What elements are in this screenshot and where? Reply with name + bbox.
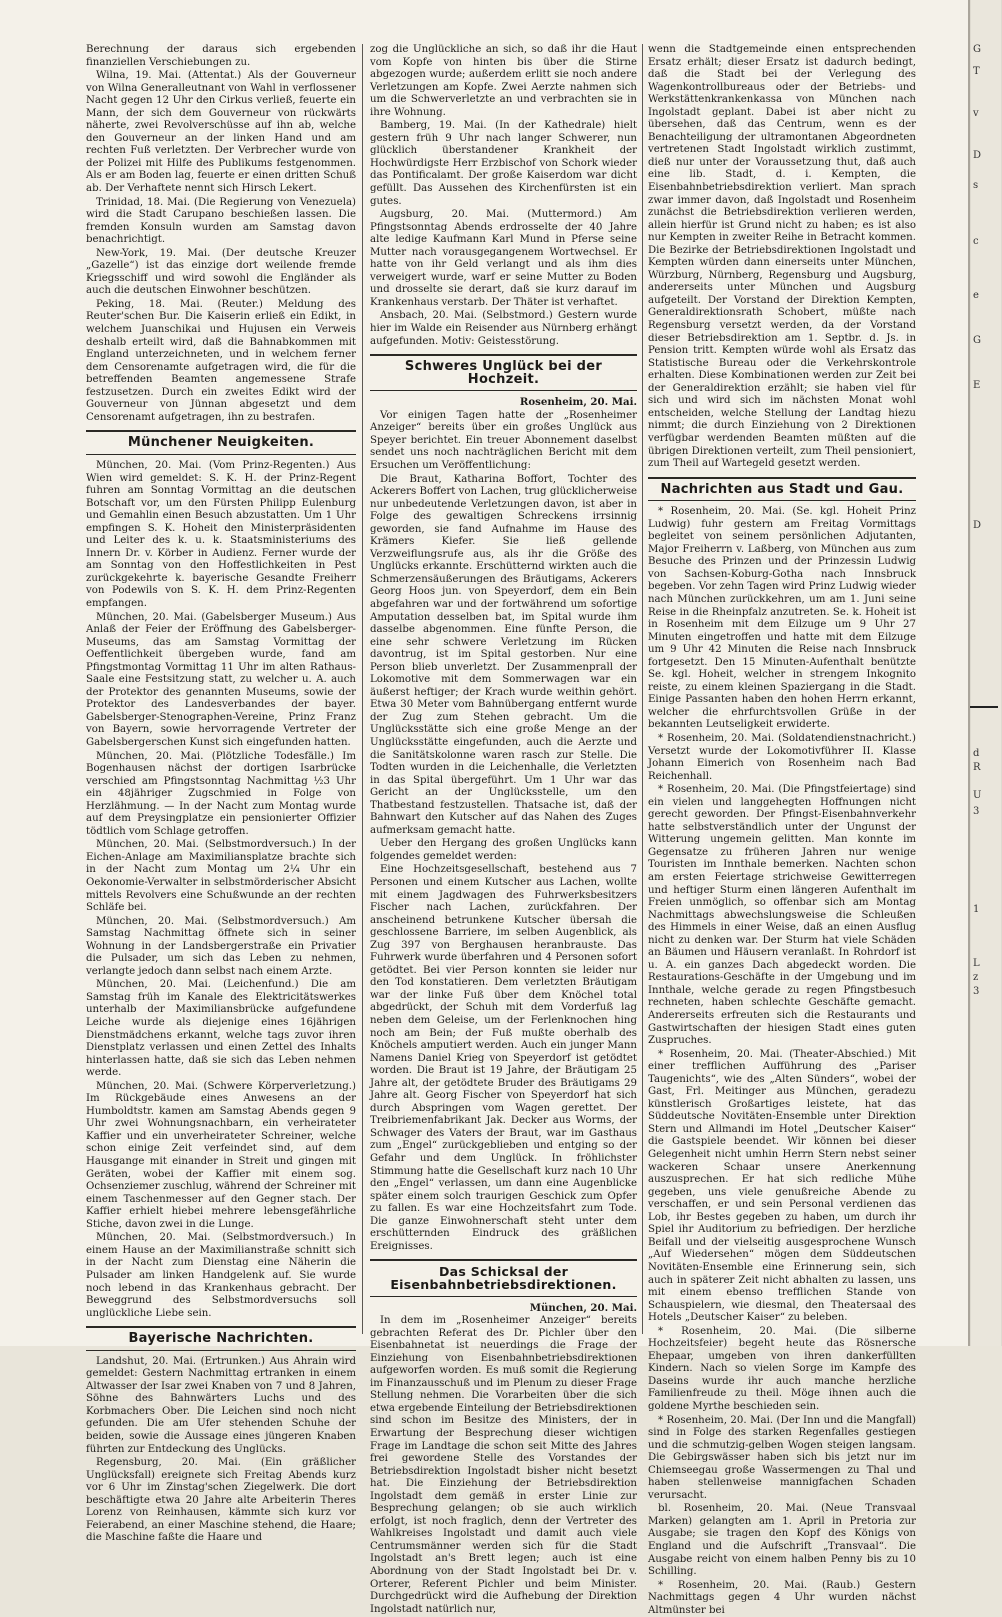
- article-text: * Rosenheim, 20. Mai. (Der Inn und die Mangfall) sind in Folge des starken Regenfalles gestiegen und die schmutzig-gelben Wogen steigen langsam. Die Gebirgswässer haben sich bis jetzt nur im Chiemseegau große Wassermengen zu Thal und haben stellenweise mannigfachen Schaden verursacht.: [648, 1414, 916, 1501]
- article-text: * Rosenheim, 20. Mai. (Die Pfingstfeiertage) sind ein vielen und langgehegten Hoffnungen nicht gerecht geworden. Der Pfingst-Eisenbahnverkehr hatte selbstverständlich unter der Ungunst der Witterung ungemein gelitten. Man konnte im Gegensatze zu früheren Jahren nur wenige Touristen im Innthale bemerken. Nachten schon am ersten Feiertage strichweise Gewitterregen und heftiger Sturm einen längeren Aufenthalt im Freien unmöglich, so offenbar sich am Montag Nachmittags abwechslungsweise die Schleußen des Himmels in einer Weise, daß an einen Ausflug nicht zu denken war. Der Sturm hat viele Schäden an Bäumen und Häusern veranlaßt. In Rohrdorf ist u. A. ein ganzes Dach abgedeckt worden. Die Restaurations-Geschäfte in der Umgebung und im Innthale, welche gerade zu regen Pfingstbesuch rechneten, haben schlechte Geschäfte gemacht. Andererseits erfreuten sich die Restaurants und Gastwirtschaften der hiesigen Stadt eines guten Zuspruches.: [648, 784, 916, 1047]
- article-text: New-York, 19. Mai. (Der deutsche Kreuzer „Gazelle“) ist das einzige dort weilende fremde Kriegsschiff und wird sowohl die Engländer als auch die deutschen Einwohner beschützen.: [86, 247, 356, 297]
- edge-letter: z: [973, 972, 979, 983]
- article-text: München, 20. Mai. (Gabelsberger Museum.) Aus Anlaß der Feier der Eröffnung des Gabelsberger-Museums, das am Samstag Vormittag der Oeffentlichkeit übergeben wurde, fand am Pfingstmontag Vormittag 11 Uhr im alten Rathaus-Saale eine Festsitzung statt, zu welcher u. A. auch der Protektor des genannten Museums, sowie der Protektor des Landesverbandes der bayer. Gabelsberger-Stenographen-Vereine, Prinz Franz von Bayern, sowie hervorragende Vertreter der Gabelsbergerschen Kunst sich eingefunden hatten.: [86, 611, 356, 748]
- article-text: München, 20. Mai. (Leichenfund.) Die am Samstag früh im Kanale des Elektricitätswerkes unterhalb der Maximiliansbrücke aufgefundene Leiche wurde als diejenige eines 16jährigen Dienstmädchens erkannt, welche tags zuvor ihren Dienstplatz verlassen und einen Zettel des Inhalts hinterlassen hatte, daß sie sich das Leben nehmen werde.: [86, 979, 356, 1079]
- column-1: [86, 44, 356, 1544]
- edge-letter: c: [973, 236, 979, 247]
- column-divider: [642, 44, 643, 1334]
- section-heading: Nachrichten aus Stadt und Gau.: [648, 477, 916, 502]
- column-2: [370, 44, 637, 1615]
- article-text: Trinidad, 18. Mai. (Die Regierung von Venezuela) wird die Stadt Carupano beschießen lassen. Die fremden Konsuln wurden am Samstag davon benachrichtigt.: [86, 196, 356, 246]
- article-text: * Rosenheim, 20. Mai. (Soldatendienstnachricht.) Versetzt wurde der Lokomotivführer II. Klasse Johann Eimerich von Rosenheim nach Bad Reichenhall.: [648, 732, 916, 782]
- column-3: [648, 44, 916, 1616]
- article-text: * Rosenheim, 20. Mai. (Theater-Abschied.) Mit einer trefflichen Aufführung des „Pariser Taugenichts“, wie des „Alten Sünders“, wobei der Gast, Frl. Meitinger aus München, geradezu künstlerisch Großartiges leistete, hat das Süddeutsche Novitäten-Ensemble unter Direktion Stern und Allmandi im Hotel „Deutscher Kaiser“ die Gastspiele beendet. Wir können bei dieser Gelegenheit nicht umhin Herrn Stern nebst seiner wackeren Schaar unsere Anerkennung auszusprechen. Er hat sich redliche Mühe gegeben, uns viele genußreiche Abende zu verschaffen, er und sein Personal verdienen das Lob, ihr Bestes gegeben zu haben, um durch ihr Spiel ihr Auditorium zu befriedigen. Der herzliche Beifall und der vielseitig ausgesprochene Wunsch „Auf Wiedersehen“ mögen dem Süddeutschen Novitäten-Ensemble eine Erinnerung sein, sich auch in späterer Zeit nicht abhalten zu lassen, uns mit einem ebenso trefflichen Stande von Schauspielern, wie diesmal, den Theatersaal des Hotels „Deutscher Kaiser“ zu beleben.: [648, 1048, 916, 1324]
- article-text: Bamberg, 19. Mai. (In der Kathedrale) hielt gestern früh 9 Uhr nach langer Schwerer, nun glücklich überstandener Krankheit der Hochwürdigste Herr Erzbischof von Schork wieder das Pontificalamt. Der große Kaiserdom war dicht gefüllt. Das Aussehen des Kirchenfürsten ist ein gutes.: [370, 120, 637, 207]
- edge-letter: d: [973, 748, 980, 759]
- article-text: bl. Rosenheim, 20. Mai. (Neue Transvaal Marken) gelangten am 1. April in Pretoria zur Ausgabe; sie tragen den Kopf des Königs von England und die Aufschrift „Transvaal“. Die Ausgabe reicht von einem halben Penny bis zu 10 Schilling.: [648, 1503, 916, 1578]
- adjacent-page-edge: [968, 0, 1002, 1346]
- section-heading: Das Schicksal der Eisenbahnbetriebsdirektionen.: [370, 1259, 637, 1296]
- edge-letter: U: [973, 790, 982, 801]
- edge-letter: G: [973, 44, 981, 55]
- section-heading: Bayerische Nachrichten.: [86, 1326, 356, 1351]
- dateline: Rosenheim, 20. Mai.: [519, 396, 637, 409]
- article-text: wenn die Stadtgemeinde einen entsprechenden Ersatz erhält; dieser Ersatz ist dadurch bedingt, daß die Stadt bei der Verlegung des Wagenkontrollbureaus oder der Betriebs- und Werkstättenkrankenkassa von München nach Ingolstadt geplant. Dabei ist aber nicht zu übersehen, daß das Centrum, wenn es der Benachteiligung der ultramontanen Abgeordneten vertretenen Stadt Ingolstadt wirklich zustimmt, dieß nur unter der Voraussetzung thut, daß auch eine lib. Stadt, d. i. Kempten, die Eisenbahnbetriebsdirektion verliert. Man sprach zwar immer davon, daß Ingolstadt und Rosenheim zunächst die Betriebsdirektion verlieren werden, allein hierfür ist Grund nicht zu haben; es ist also nur Kempten in zweiter Reihe in Betracht kommen. Die Bezirke der Betriebsdirektionen Ingolstadt und Kempten würden dann einerseits unter München, Würzburg, Nürnberg, Regensburg und Augsburg, andererseits unter München und Augsburg aufgeteilt. Der Vorstand der Direktion Kempten, Generaldirektionsrath Schobert, müßte nach Regensburg versetzt werden, da der Vorstand dieser Betriebsdirektion am 1. Septbr. d. Js. in Pension tritt. Kempten würde wohl als Ersatz das Statistische Bureau oder die Verkehrskontrole erhalten. Diese Kombinationen werden zur Zeit bei der Generaldirektion erzählt; sie haben viel für sich und wird sich im nächsten Monat wohl entscheiden, welche Stellung der Landtag hiezu nimmt; die durch Einziehung von 2 Direktionen verfügbar werdenden Beamten müßten auf die übrigen Direktionen verteilt, zum Theil pensioniert, zum Theil auf Wartegeld gesetzt werden.: [648, 44, 916, 470]
- article-text: zog die Unglückliche an sich, so daß ihr die Haut vom Kopfe von hinten bis über die Stirne abgezogen wurde; außerdem erlitt sie noch andere Verletzungen am Kopfe. Zwei Aerzte nahmen sich um die Schwerverletzte an und verbrachten sie in ihre Wohnung.: [370, 44, 637, 118]
- article-text: Eine Hochzeitsgesellschaft, bestehend aus 7 Personen und einem Kutscher aus Lachen, wollte mit einem Jagdwagen des Fuhrwerksbesitzers Fischer nach Lachen, zurückfahren. Der anscheinend betrunkene Kutscher übersah die geschlossene Barriere, im selben Augenblick, als Zug 397 von Berghausen heranbrauste. Das Fuhrwerk wurde überfahren und 4 Personen sofort getödtet. Bei vier Person konnten sie leider nur den Tod konstatieren. Dem verletzten Bräutigam war der linke Fuß über dem Knöchel total abgedrückt, der Schuh mit dem Vorderfuß lag neben dem Geleise, um der Ferlenknochen hing noch am Bein; der Fuß mußte oberhalb des Knöchels amputiert werden. Auch ein junger Mann Namens Daniel Krieg von Speyerdorf ist getödtet worden. Die Braut ist 19 Jahre, der Bräutigam 25 Jahre alt, der getödtete Bruder des Bräutigams 29 Jahre alt. Georg Fischer von Speyerdorf hat sich durch Abspringen vom Wagen gerettet. Der Treibriemenfabrikant Jak. Decker aus Worms, der Schwager des Vaters der Braut, war im Gasthaus zum „Engel“ zurückgeblieben und entging so der Gefahr und dem Unglück. In fröhlichster Stimmung hatte die Gesellschaft kurz nach 10 Uhr den „Engel“ verlassen, um dann eine Augenblicke später einem solch traurigen Geschick zum Opfer zu fallen. Es war eine Hochzeitsfahrt zum Tode. Die ganze Einwohnerschaft steht unter dem erschütternden Eindruck des gräßlichen Ereignisses.: [370, 864, 637, 1252]
- article-text: * Rosenheim, 20. Mai. (Se. kgl. Hoheit Prinz Ludwig) fuhr gestern am Freitag Vormittags begleitet von seinem persönlichen Adjutanten, Major Freiherrn v. Laßberg, von München aus zum Besuche des Prinzen und der Prinzessin Ludwig von Sachsen-Koburg-Gotha nach Innsbruck begeben. Vor zehn Tagen wird Prinz Ludwig wieder nach München zurückkehren, um am 1. Juni seine Reise in die Rheinpfalz anzutreten. Se. k. Hoheit ist in Rosenheim mit dem Eilzuge um 9 Uhr 27 Minuten eingetroffen und hatte mit dem Eilzuge um 9 Uhr 42 Minuten die Reise nach Innsbruck fortgesetzt. Den 15 Minuten-Aufenthalt benützte Se. kgl. Hoheit, welcher in strengem Inkognito reiste, zu einem kleinen Spaziergang in die Stadt. Einige Passanten haben den hohen Herrn erkannt, welcher die ehrfurchtsvollen Grüße in der bekannten Leutseligkeit erwiderte.: [648, 506, 916, 731]
- article-text: In dem im „Rosenheimer Anzeiger“ bereits gebrachten Referat des Dr. Pichler über den Eisenbahnetat ist neuerdings die Frage der Einziehung von Eisenbahnbetriebsdirektionen aufgeworfen worden. Es muß somit die Regierung im Finanzausschuß und im Plenum zu dieser Frage Stellung nehmen. Die Vorarbeiten über die sich etwa ergebende Einteilung der Betriebsdirektionen sind schon im Besitze des Ministers, der in Erwartung der Besprechung dieser wichtigen Frage im Landtage die schon seit Mitte des Jahres frei gewordene Stelle des Vorstandes der Betriebsdirektion Ingolstadt bisher nicht besetzt hat. Die Einziehung der Betriebsdirektion Ingolstadt dem gemäß in erster Linie zur Besprechung gelangen; ob sie auch wirklich erfolgt, ist noch fraglich, denn der Vertreter des Wahlkreises Ingolstadt und damit auch viele Centrumsmänner werden sich für die Stadt Ingolstadt an's Brett legen; auch ist eine Abordnung von der Stadt Ingolstadt bei Dr. v. Orterer, Referent Pichler und beim Minister. Durchgedrückt wird die Aufhebung der Direktion Ingolstadt natürlich nur,: [370, 1315, 637, 1615]
- article-text: Augsburg, 20. Mai. (Muttermord.) Am Pfingstsonntag Abends erdrosselte der 40 Jahre alte ledige Kaufmann Karl Mund in Pferse seine Mutter nach vorausgegangenem Wortwechsel. Er hatte von ihr Geld verlangt und als ihm dies verweigert wurde, warf er seine Mutter zu Boden und drosselte sie derart, daß sie kurz darauf im Krankenhaus verstarb. Der Thäter ist verhaftet.: [370, 209, 637, 308]
- edge-letter: 3: [973, 806, 980, 817]
- article-text: Ansbach, 20. Mai. (Selbstmord.) Gestern wurde hier im Walde ein Reisender aus Nürnberg erhängt aufgefunden. Motiv: Geistesstörung.: [370, 310, 637, 347]
- edge-letter: v: [973, 108, 979, 119]
- edge-letter: D: [973, 520, 982, 531]
- article-text: Berechnung der daraus sich ergebenden finanziellen Verschiebungen zu.: [86, 44, 356, 68]
- edge-letter: G: [973, 335, 981, 346]
- section-heading: Münchener Neuigkeiten.: [86, 430, 356, 455]
- edge-letter: D: [973, 150, 982, 161]
- edge-letter: E: [973, 380, 981, 391]
- article-text: München, 20. Mai. (Selbstmordversuch.) In einem Hause an der Maximilianstraße schnitt sich in der Nacht zum Dienstag eine Näherin die Pulsader am linken Handgelenk auf. Sie wurde noch lebend in das Krankenhaus gebracht. Der Beweggrund des Selbstmordversuchs soll unglückliche Liebe sein.: [86, 1232, 356, 1319]
- article-text: Peking, 18. Mai. (Reuter.) Meldung des Reuter'schen Bur. Die Kaiserin erließ ein Edikt, in welchem Juanschikai und Hujusen ein Verweis deshalb erteilt wird, daß die Bahnabkommen mit England unterzeichneten, und in welchem ferner dem Censorenamte aufgetragen wird, die für die betreffenden Beamten angemessene Strafe festzusetzen. Durch ein zweites Edikt wird der Gouverneur von Jünnan abgesetzt und dem Censorenamt aufgetragen, ihn zu bestrafen.: [86, 298, 356, 423]
- article-text: München, 20. Mai. (Schwere Körperverletzung.) Im Rückgebäude eines Anwesens an der Humboldtstr. kamen am Samstag Abends gegen 9 Uhr zwei Wohnungsnachbarn, ein verheirateter Kaffier und ein unverheirateter Schreiner, welche schon einige Zeit verfeindet sind, auf dem Hausgange mit einander in Streit und gingen mit Geräten, wobei der Kaffier mit einem sog. Ochsenziemer zuschlug, während der Schreiner mit einem Taschenmesser auf den Gegner stach. Der Kaffier erhielt hiebei mehrere lebensgefährliche Stiche, davon zwei in die Lunge.: [86, 1080, 356, 1230]
- edge-letter: L: [973, 958, 980, 969]
- column-divider: [362, 44, 363, 1334]
- article-text: Vor einigen Tagen hatte der „Rosenheimer Anzeiger“ bereits über ein großes Unglück aus Speyer berichtet. Ein treuer Abonnement daselbst sendet uns noch nachträglichen Bericht mit dem Ersuchen um Veröffentlichung:: [370, 409, 637, 471]
- article-text: Ueber den Hergang des großen Unglücks kann folgendes gemeldet werden:: [370, 838, 637, 862]
- section-heading: Schweres Unglück bei der Hochzeit.: [370, 354, 637, 391]
- article-text: München, 20. Mai. (Selbstmordversuch.) Am Samstag Nachmittag öffnete sich in seiner Wohnung in der Landsbergerstraße ein Privatier die Pulsader, um sich das Leben zu nehmen, verlangte jedoch dann selbst nach einem Arzte.: [86, 915, 356, 977]
- article-text: * Rosenheim, 20. Mai. (Raub.) Gestern Nachmittags gegen 4 Uhr wurden nächst Altmünster bei: [648, 1579, 916, 1616]
- article-text: Wilna, 19. Mai. (Attentat.) Als der Gouverneur von Wilna Generalleutnant von Wahl in verflossener Nacht gegen 12 Uhr den Cirkus verließ, feuerte ein Mann, der sich dem Gouverneur von rückwärts näherte, zwei Revolverschüsse auf ihn ab, welche den Gouverneur an der linken Hand und am rechten Fuß verletzten. Der Verbrecher wurde von der Polizei mit Hilfe des Publikums festgenommen. Als er am Boden lag, feuerte er einen dritten Schuß ab. Der Verhaftete nennt sich Hirsch Lekert.: [86, 70, 356, 195]
- edge-letter: s: [973, 180, 979, 191]
- article-text: Landshut, 20. Mai. (Ertrunken.) Aus Ahrain wird gemeldet: Gestern Nachmittag ertranken in einem Altwasser der Isar zwei Knaben von 7 und 8 Jahren, Söhne des Bahnwärters Luchs und des Korbmachers Ober. Die Leichen sind noch nicht gefunden. Die am Ufer stehenden Schuhe der beiden, sowie die Aussage eines jüngeren Knaben führten zur Entdeckung des Unglücks.: [86, 1355, 356, 1455]
- article-text: München, 20. Mai. (Plötzliche Todesfälle.) Im Bogenhausen nächst der dortigen Isarbrücke verschied am Pfingstsonntag Nachmittag ½3 Uhr ein 48jähriger Zugschmied in Folge von Herzlähmung. — In der Nacht zum Montag wurde auf dem Preysingplatze ein pensionierter Offizier tödtlich vom Schlage getroffen.: [86, 750, 356, 837]
- article-text: München, 20. Mai. (Vom Prinz-Regenten.) Aus Wien wird gemeldet: S. K. H. der Prinz-Regent fuhren am Sonntag Vormittag an die deutschen Botschaft vor, um den Fürsten Philipp Eulenburg und Gemahlin einen Besuch abzustatten. Um 1 Uhr empfingen S. K. Hoheit den Ministerpräsidenten und Leiter des k. u. k. Staatsministeriums des Innern Dr. v. Körber in Audienz. Ferner wurde der am Sonntag von den Hoffestlichkeiten in Pest zurückgekehrte k. bayerische Gesandte Freiherr von Podewils von S. K. H. dem Prinz-Regenten empfangen.: [86, 459, 356, 609]
- article-text: Die Braut, Katharina Boffort, Tochter des Ackerers Boffert von Lachen, trug glücklicherweise nur unbedeutende Verletzungen davon, ist aber in Folge des gewaltigen Schreckens irrsinnig geworden, sie fand Aufnahme im Hause des Krämers Kiefer. Sie ließ gellende Verzweiflungsrufe aus, als ihr die Größe des Unglücks erkannte. Erschütternd wirkten auch die Schmerzensäußerungen des Bräutigams, Ackerers Georg Hoos jun. von Speyerdorf, dem ein Bein abgefahren war und der fortwährend um sofortige Amputation desselben bat, im Spital wurde ihm dasselbe abgenommen. Eine fünfte Person, die eine sehr schwere Verletzung im Rücken davontrug, ist im Spital gestorben. Nur eine Person blieb unverletzt. Der Zusammenprall der Lokomotive mit dem Sommerwagen war ein äußerst heftiger; der Krach wurde weithin gehört. Etwa 30 Meter vom Bahnübergang entfernt wurde der Zug zum Stehen gebracht. Um die Unglücksstätte sich eine große Menge an der Unglücksstätte eingefunden, auch die Aerzte und die Sanitätskolonne waren rasch zur Stelle. Die Todten wurden in die Leichenhalle, die Verletzten in das Spital übergeführt. Um 1 Uhr war das Gericht an der Unglücksstelle, um den Thatbestand festzustellen. Thatsache ist, daß der Bahnwart den Kutscher auf das Nahen des Zuges aufmerksam gemacht hatte.: [370, 473, 637, 836]
- edge-rule: [970, 706, 998, 708]
- dateline: München, 20. Mai.: [529, 1301, 637, 1314]
- edge-letter: T: [973, 66, 980, 77]
- edge-letter: 1: [973, 904, 980, 915]
- page-strip: [971, 0, 1001, 1346]
- edge-letter: e: [973, 290, 979, 301]
- edge-letter: R: [973, 762, 981, 773]
- article-text: Regensburg, 20. Mai. (Ein gräßlicher Unglücksfall) ereignete sich Freitag Abends kurz vor 6 Uhr im Zinstag'schen Ziegelwerk. Die dort beschäftigte etwa 20 Jahre alte Arbeiterin Theres Lorenz von Reinhausen, kämmte sich kurz vor Feierabend, an einer Maschine stehend, die Haare; die Maschine faßte die Haare und: [86, 1457, 356, 1544]
- article-text: München, 20. Mai. (Selbstmordversuch.) In der Eichen-Anlage am Maximiliansplatze brachte sich in der Nacht zum Montag um 2¼ Uhr ein Oekonomie-Verwalter in selbstmörderischer Absicht mittels Revolvers eine Schußwunde an der rechten Schläfe bei.: [86, 839, 356, 914]
- edge-letter: 3: [973, 986, 980, 997]
- article-text: * Rosenheim, 20. Mai. (Die silberne Hochzeitsfeier) begeht heute das Rösnersche Ehepaar, umgeben von ihren dankerfüllten Kindern. Nach so vielen Sorge im Kampfe des Daseins wurde ihr auch manche herzliche Familienfreude zu theil. Möge ihnen auch die goldene Myrthe beschieden sein.: [648, 1325, 916, 1412]
